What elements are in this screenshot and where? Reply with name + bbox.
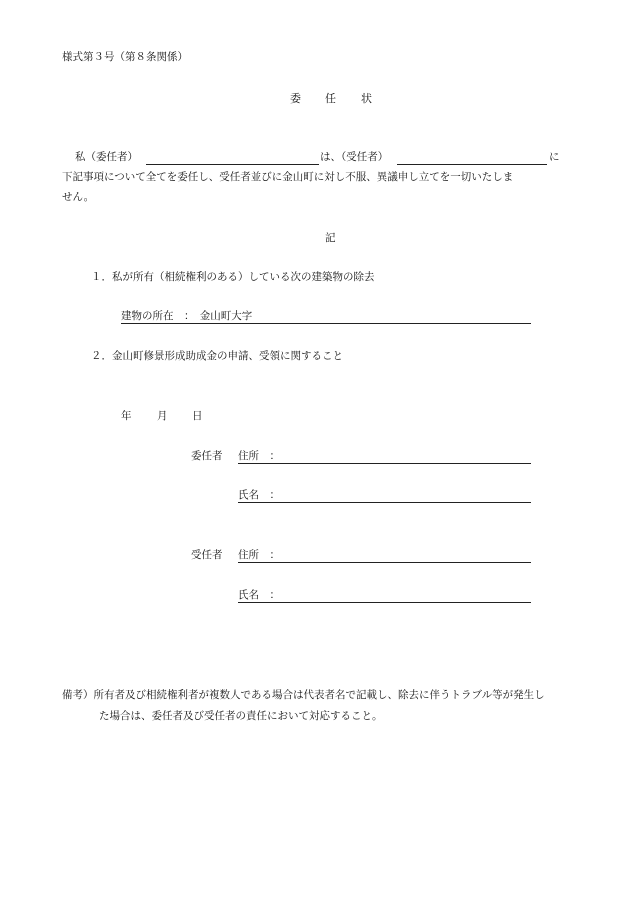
intro-body-line-1: 下記事項について全てを委任し、受任者並びに金山町に対し不服、異議申し立てを一切いたしま [62, 171, 514, 183]
date-month: 月 [157, 410, 168, 422]
agent-name-field[interactable] [397, 164, 547, 165]
principal-name-label: 氏名 ： [238, 489, 280, 501]
agent-role: 受任者 [191, 549, 223, 561]
agent-address-label: 住所 ： [238, 549, 280, 561]
form-number: 様式第３号（第８条関係） [62, 51, 188, 63]
remarks-line-1: 備考）所有者及び相続権利者が複数人である場合は代表者名で記載し、除去に伴うトラブル等が発生し [62, 689, 545, 701]
agent-signature-field[interactable] [238, 602, 531, 603]
agent-name-label: 氏名 ： [238, 589, 280, 601]
principal-address-label: 住所 ： [238, 450, 280, 462]
item-1: １．私が所有（相続権利のある）している次の建築物の除去 [91, 271, 375, 283]
item-2: ２．金山町修景形成助成金の申請、受領に関すること [91, 350, 343, 362]
remarks-line-2: た場合は、委任者及び受任者の責任において対応すること。 [99, 710, 383, 722]
building-location-field[interactable] [121, 323, 531, 324]
agent-address-field[interactable] [238, 562, 531, 563]
principal-name-field[interactable] [146, 164, 319, 165]
date-day: 日 [192, 410, 203, 422]
principal-role: 委任者 [191, 450, 223, 462]
title-char-1: 委 [290, 92, 301, 105]
building-location-label: 建物の所在 ： 金山町大字 [121, 310, 253, 322]
date-year: 年 [121, 410, 132, 422]
title-char-2: 任 [325, 92, 336, 105]
principal-address-field[interactable] [238, 463, 531, 464]
ki-heading: 記 [325, 232, 336, 244]
title-char-3: 状 [361, 92, 372, 105]
intro-body-line-2: せん。 [62, 191, 95, 203]
principal-signature-field[interactable] [238, 502, 531, 503]
agent-label: は、（受任者） [320, 151, 389, 163]
intro-suffix: に [549, 151, 560, 163]
principal-label: 私（委任者） [75, 151, 138, 163]
